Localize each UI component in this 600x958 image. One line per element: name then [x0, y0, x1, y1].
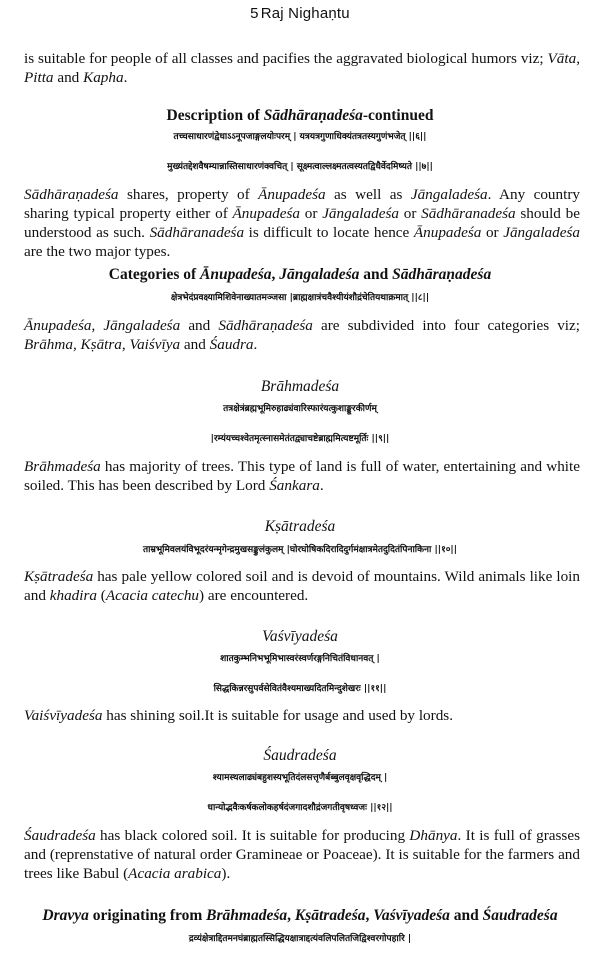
text: -continued — [362, 107, 434, 124]
text: and — [180, 317, 219, 334]
translation-paragraph-6 — [24, 826, 580, 883]
term: Vaiśvīyadeśa — [24, 707, 103, 724]
sanskrit-verse-9a: तत्रक्षेत्रंब्रह्मभूमिरुहाढ्यंवारिस्फारंयत्कुशाङ्कूरकीर्णम् — [223, 404, 377, 414]
term: Dhānya — [409, 827, 458, 844]
text: , — [287, 907, 295, 924]
term: Jāngaladeśa — [279, 266, 360, 283]
text: . — [319, 477, 324, 494]
text: is suitable for people of all classes and pacifies the aggravated biological humors viz; — [24, 50, 548, 67]
term: Kapha — [83, 69, 124, 86]
text: or — [398, 205, 422, 222]
sanskrit-verse-8: क्षेत्रभेदंप्रवक्ष्यामिशिवेनाख्यातमञ्जसा |ब्राह्मक्षात्रंचवैश्यीयंशौद्रंचेतियथाक्रमात् ||८|| — [170, 293, 430, 303]
term: Sādhāraṇadeśa — [218, 317, 313, 334]
section-heading-ksatradesa: Kṣātradeśa — [264, 518, 336, 535]
text: Description of — [166, 107, 264, 124]
section-heading-description — [0, 107, 600, 125]
sanskrit-verse-7: मुख्यंतद्देशवैषम्यान्नास्तिसाधारणंक्वचित् | सूक्ष्मत्वाल्लक्ष्मतत्वस्यतद्विधैर्वेदमिष्यते ||७|| — [167, 162, 433, 172]
term: Śankara — [269, 477, 320, 494]
term: Kṣātradeśa — [294, 907, 366, 924]
text: are the two major types. — [24, 243, 171, 260]
text: , — [271, 266, 280, 283]
term: Acacia arabica — [128, 865, 222, 882]
section-heading-brahmadesa: Brāhmadeśa — [260, 378, 340, 395]
text: or — [481, 224, 504, 241]
term: Vaśvīyadeśa — [373, 907, 450, 924]
text: has pale yellow colored soil and is devoid of mountains. Wild animals like loin and — [24, 568, 580, 604]
term: Ānupadeśa — [232, 205, 301, 222]
translation-paragraph-5 — [24, 706, 580, 725]
text: . Any country sharing typical property either of — [24, 186, 580, 222]
term: Jāngaladeśa — [410, 186, 488, 203]
translation-paragraph-4 — [24, 567, 580, 605]
term: Brāhmadeśa — [24, 458, 101, 475]
text: is difficult to locate hence — [244, 224, 414, 241]
term: Śaudradeśa — [482, 907, 558, 924]
header-title: Raj Nighaṇtu — [260, 5, 350, 22]
term: Sādhāranadeśa — [149, 224, 245, 241]
text: ) are encountered. — [199, 587, 309, 604]
text: originating from — [88, 907, 207, 924]
term: Vaiśvīya — [129, 336, 181, 353]
text: or — [300, 205, 323, 222]
term: Kṣātra — [80, 336, 122, 353]
section-heading-vasviyadesa: Vaśvīyadeśa — [262, 628, 338, 645]
sanskrit-verse-6: तच्चसाधारणंद्वेधाऽऽनूपजाङ्गलयोःपरम् | यत्रयत्रगुणाधिक्यंतत्रतस्यगुणंभजेत् ||६|| — [173, 132, 427, 142]
translation-paragraph-3 — [24, 457, 580, 495]
section-heading-categories — [0, 266, 600, 284]
text: . — [123, 69, 128, 86]
term: Jāngaladeśa — [103, 317, 181, 334]
term: Vāta — [547, 50, 577, 67]
running-header — [0, 5, 600, 22]
term: Śaudradeśa — [24, 827, 96, 844]
text: and — [449, 907, 483, 924]
term: Pitta — [24, 69, 54, 86]
sanskrit-verse-9b: |रम्यंयच्चश्वेतमृत्स्नासमेतंतद्व्याचष्टेब्राह्ममित्यष्टमूर्तिः ||९|| — [210, 434, 390, 444]
text: and — [53, 69, 80, 86]
text: has black colored soil. It is suitable for producing — [95, 827, 410, 844]
term: Dravya — [42, 907, 89, 924]
sanskrit-verse-13: द्रव्यंक्षेत्राद्दितमनघंब्राह्मतस्सिद्धियक्षात्राद्दत्यंवलिपलितजिद्विश्वरगोपहारि | — [188, 934, 412, 944]
term: Ānupadeśa — [24, 317, 92, 334]
term: Brāhmadeśa — [206, 907, 288, 924]
term: khadira — [49, 587, 97, 604]
text: , — [121, 336, 126, 353]
translation-paragraph-1 — [24, 185, 580, 261]
text: has majority of trees. This type of land is full of water, entertaining and white soiled. This has been described by Lord — [24, 458, 580, 494]
sanskrit-verse-10: ताम्रभूमिवलयंविभूदरंयन्मृगेन्द्रमुखसङ्कुलंकुलम् |घोरघोषिकदिरादिदुर्गमंक्षात्रमेतदुदितंपिनाकिना ||१०|| — [142, 545, 458, 555]
section-heading-dravya — [0, 907, 600, 925]
term: Brāhma — [24, 336, 73, 353]
text: ( — [100, 587, 106, 604]
term: Sādhāranadeśa — [421, 205, 516, 222]
sanskrit-verse-12b: धान्योद्भवैःकर्षकलोकहर्षदंजगादशौद्रंजगतीवृषध्वजः ||१२|| — [207, 803, 393, 813]
text: has shining soil.It is suitable for usage and used by lords. — [102, 707, 453, 724]
term: Sādhāraṇadeśa — [263, 107, 363, 124]
term: Ānupadeśa — [258, 186, 326, 203]
term: Kṣātradeśa — [24, 568, 94, 585]
text: are subdivided into four categories viz; — [312, 317, 580, 334]
text: . It is full of grasses and (reprenstative of natural order Gramineae or Poaceae). It is suitable for the farmers and trees like Babul ( — [24, 827, 580, 882]
text: and — [180, 336, 210, 353]
section-heading-saudradesa: Śaudradeśa — [263, 747, 337, 764]
term: Sādhāraṇadeśa — [24, 186, 119, 203]
term: Śaudra — [209, 336, 254, 353]
term: Acacia catechu — [105, 587, 200, 604]
text: shares, property of — [118, 186, 259, 203]
text: should be understood as such. — [24, 205, 580, 241]
term: Sādhāraṇadeśa — [392, 266, 492, 283]
term: Ānupadeśa — [200, 266, 272, 283]
text: and — [359, 266, 393, 283]
text: , — [91, 317, 104, 334]
text: , — [72, 336, 81, 353]
text: Categories of — [108, 266, 201, 283]
text: as well as — [325, 186, 411, 203]
text: . — [253, 336, 258, 353]
term: Ānupadeśa — [413, 224, 482, 241]
translation-paragraph-2 — [24, 316, 580, 354]
text: , — [365, 907, 374, 924]
sanskrit-verse-12a: श्यामस्थलाढ्यंबहुशस्यभूतिदंलसत्तृणैर्बब्बुलवृक्षवृद्धिदम् | — [212, 773, 388, 783]
intro-paragraph — [24, 49, 580, 87]
text: ). — [221, 865, 231, 882]
term: Jāngaladeśa — [503, 224, 580, 241]
sanskrit-verse-11b: सिद्धकिन्नरसुपर्वसेवितंवैश्यमाख्यदितमिन्दुशेखरः ||११|| — [213, 684, 387, 694]
text: , — [576, 50, 580, 67]
term: Jāngaladeśa — [322, 205, 399, 222]
sanskrit-verse-11a: शातकुम्भनिभभूमिभास्वरंस्वर्णरङ्गनिचितंविधानवत् | — [220, 654, 380, 664]
page-number: 5 — [250, 5, 259, 22]
